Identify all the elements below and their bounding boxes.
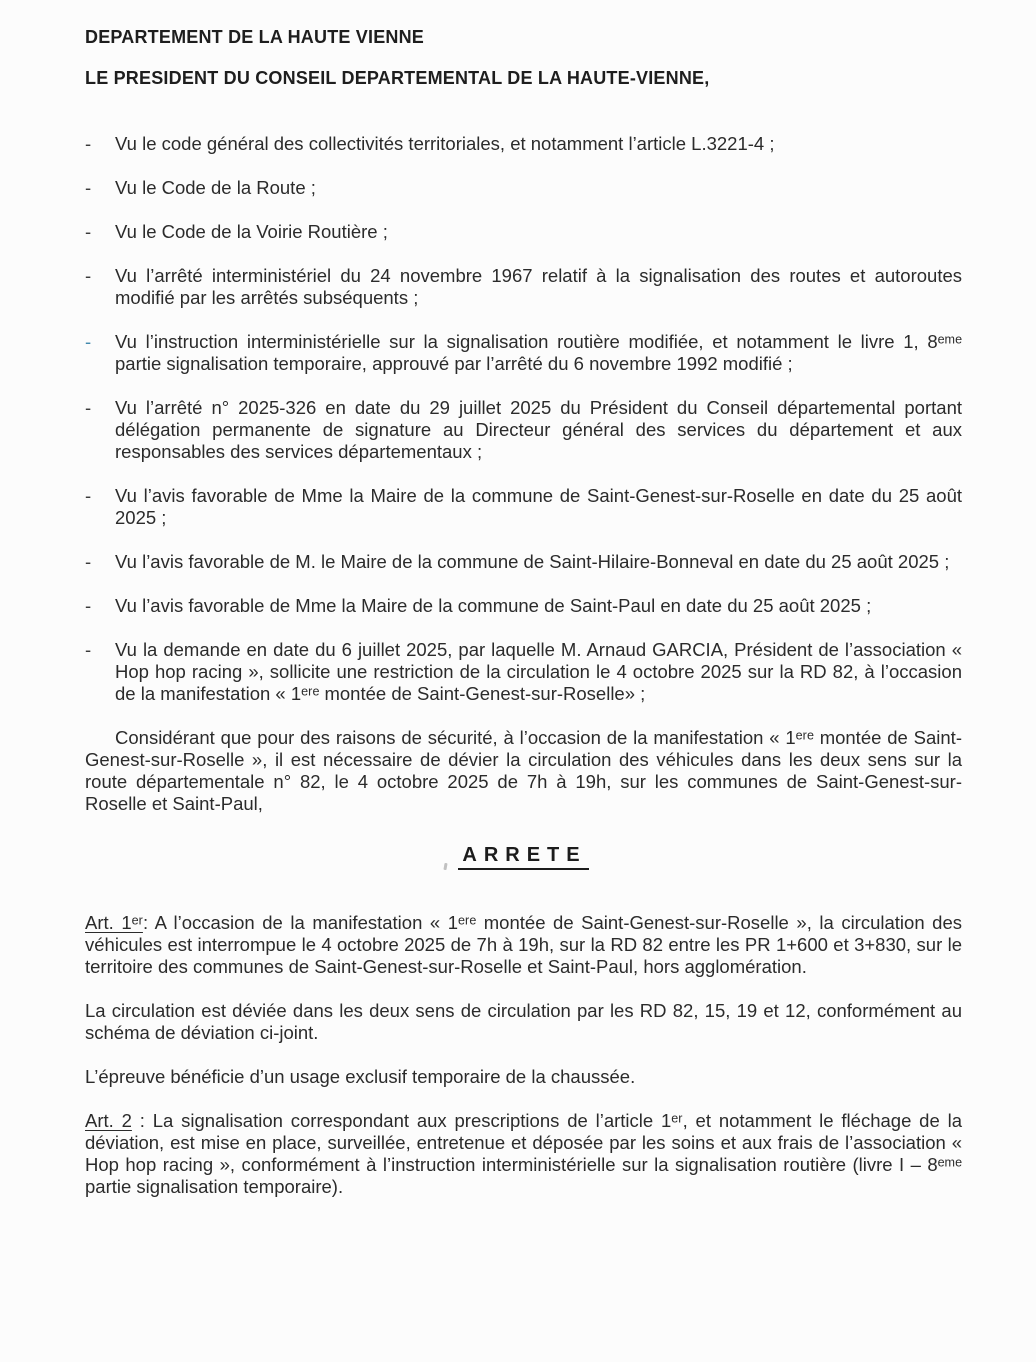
dash-bullet-accent: - [85, 331, 92, 352]
dash-bullet: - [85, 595, 92, 616]
article-1-paragraph [85, 912, 962, 978]
visa-item [85, 595, 962, 617]
epreuve-paragraph [85, 1066, 962, 1088]
visa-item [85, 551, 962, 573]
considerant-paragraph: Considérant que pour des raisons de sécurité, à l’occasion de la manifestation « 1ᵉʳᵉ montée de Saint-Genest-sur-Roselle », il est nécessaire de dévier la circulation des véhicules dans les deux sens sur la route départementale n° 82, le 4 octobre 2025 de 7h à 19h, sur les communes de Saint-Genest-sur-Roselle et Saint-Paul, [85, 727, 962, 814]
visa-item [85, 639, 962, 705]
dash-bullet: - [85, 397, 92, 418]
visa-text: Vu l’avis favorable de Mme la Maire de la commune de Saint-Paul en date du 25 août 2025 ; [115, 595, 872, 616]
visa-text: Vu l’avis favorable de Mme la Maire de la commune de Saint-Genest-sur-Roselle en date du 25 août 2025 ; [115, 485, 962, 528]
dash-bullet: - [85, 639, 92, 660]
dash-bullet: - [85, 221, 92, 242]
visa-text: Vu l’arrêté n° 2025-326 en date du 29 juillet 2025 du Président du Conseil départemental portant délégation permanente de signature au Directeur général des services du département et aux responsables des services départementaux ; [115, 397, 962, 462]
deviation-paragraph [85, 1000, 962, 1044]
article-2-text: : La signalisation correspondant aux prescriptions de l’article 1ᵉʳ, et notamment le fléchage de la déviation, est mise en place, surveillée, entretenue et déposée par les soins et aux frais de l’association « Hop hop racing », conformément à l’instruction interministérielle sur la signalisation routière (livre I – 8ᵉᵐᵉ partie signalisation temporaire). [85, 1110, 962, 1197]
dash-bullet: - [85, 265, 92, 286]
visa-text: Vu le code général des collectivités territoriales, et notamment l’article L.3221-4 ; [115, 133, 775, 154]
article-2-paragraph [85, 1110, 962, 1198]
visa-item [85, 265, 962, 309]
epreuve-text: L’épreuve bénéficie d’un usage exclusif temporaire de la chaussée. [85, 1066, 636, 1087]
visa-text: Vu le Code de la Voirie Routière ; [115, 221, 388, 242]
dash-bullet: - [85, 551, 92, 572]
article-1-text: : A l’occasion de la manifestation « 1ᵉʳᵉ montée de Saint-Genest-sur-Roselle », la circulation des véhicules est interrompue le 4 octobre 2025 de 7h à 19h, sur la RD 82 entre les PR 1+600 et 3+830, sur le territoire des communes de Saint-Genest-sur-Roselle et Saint-Paul, hors agglomération. [85, 912, 962, 977]
article-2-label: Art. 2 [85, 1110, 132, 1131]
visa-item [85, 331, 962, 375]
dash-bullet: - [85, 177, 92, 198]
arrete-title: ARRETE [458, 843, 588, 870]
visa-item [85, 485, 962, 529]
dash-bullet: - [85, 133, 92, 154]
deviation-text: La circulation est déviée dans les deux sens de circulation par les RD 82, 15, 19 et 12, conformément au schéma de déviation ci-joint. [85, 1000, 962, 1043]
article-1-label: Art. 1ᵉʳ [85, 912, 143, 933]
visa-item [85, 397, 962, 463]
visa-item [85, 133, 962, 155]
visa-item [85, 177, 962, 199]
department-heading: DEPARTEMENT DE LA HAUTE VIENNE [85, 27, 425, 47]
dash-bullet: - [85, 485, 92, 506]
president-heading: LE PRESIDENT DU CONSEIL DEPARTEMENTAL DE LA HAUTE-VIENNE, [85, 68, 710, 88]
visa-text: Vu l’avis favorable de M. le Maire de la commune de Saint-Hilaire-Bonneval en date du 25 août 2025 ; [115, 551, 950, 572]
visa-item [85, 221, 962, 243]
visa-text: Vu l’instruction interministérielle sur la signalisation routière modifiée, et notamment le livre 1, 8ᵉᵐᵉ partie signalisation temporaire, approuvé par l’arrêté du 6 novembre 1992 modifié ; [115, 331, 962, 374]
visa-list [85, 133, 962, 705]
visa-text: Vu la demande en date du 6 juillet 2025, par laquelle M. Arnaud GARCIA, Président de l’association « Hop hop racing », sollicite une restriction de la circulation le 4 octobre 2025 sur la RD 82, à l’occasion de la manifestation « 1ᵉʳᵉ montée de Saint-Genest-sur-Roselle» ; [115, 639, 962, 704]
arrete-heading-row [85, 843, 962, 870]
visa-text: Vu le Code de la Route ; [115, 177, 316, 198]
visa-text: Vu l’arrêté interministériel du 24 novembre 1967 relatif à la signalisation des routes et autoroutes modifié par les arrêtés subséquents ; [115, 265, 962, 308]
